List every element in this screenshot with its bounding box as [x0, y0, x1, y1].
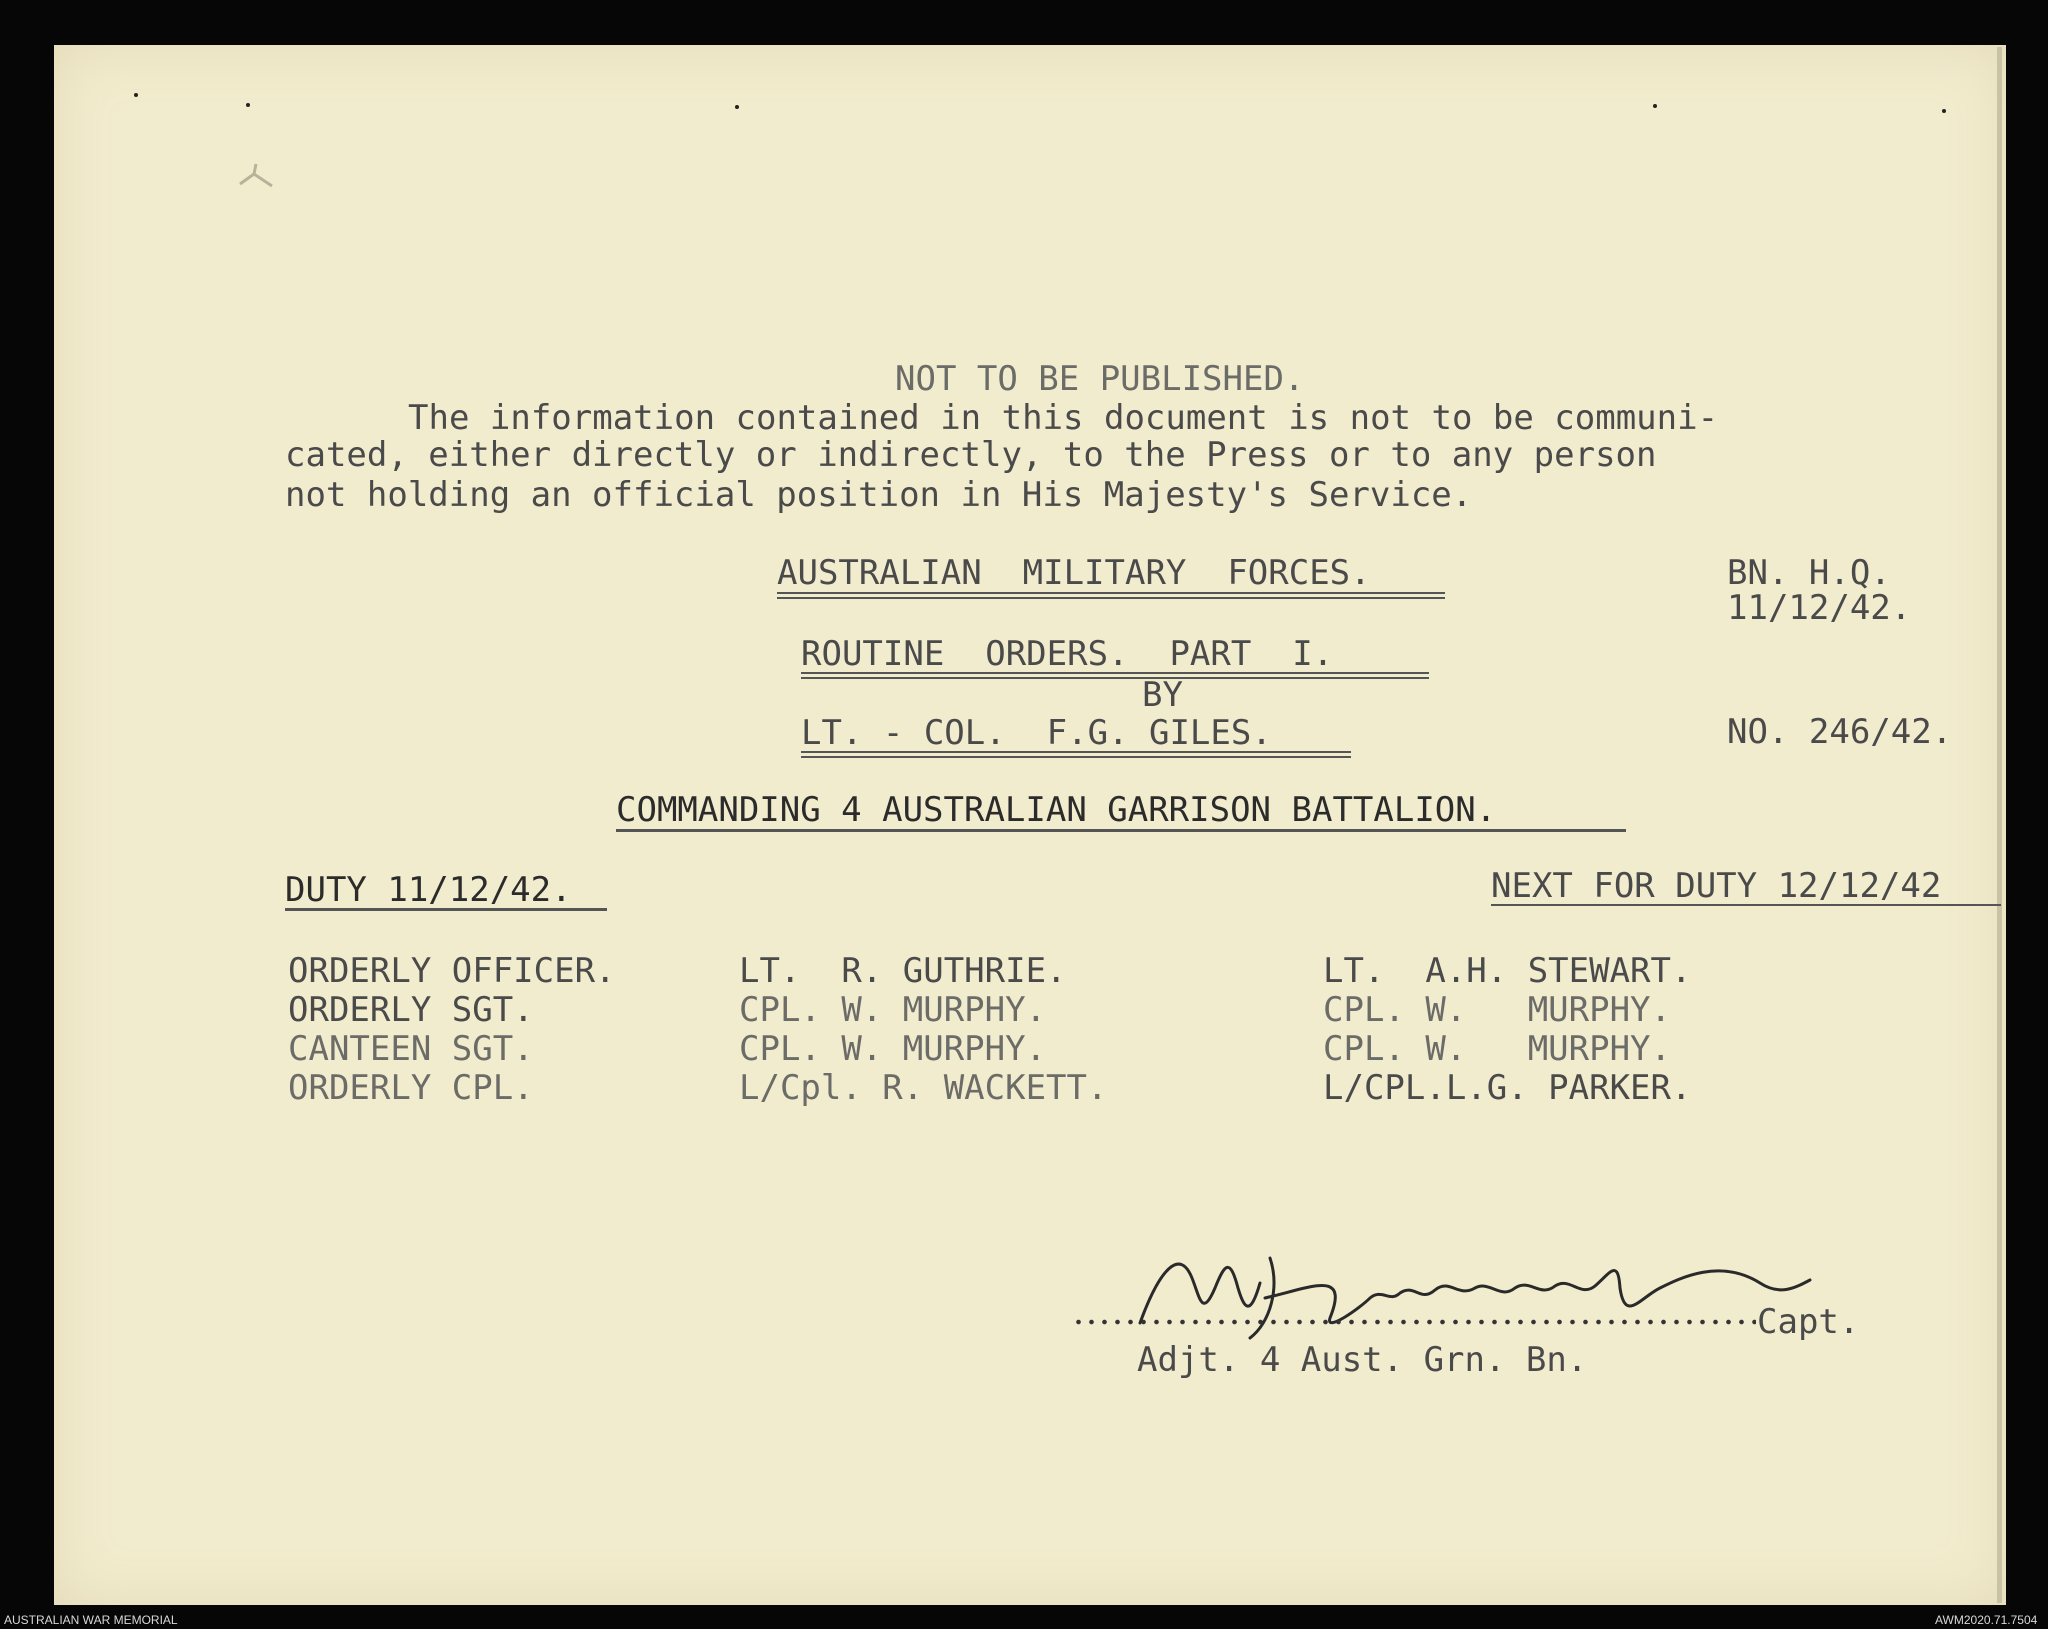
duty-next-name: CPL. W. MURPHY. [1323, 990, 1671, 1030]
officer-heading: LT. - COL. F.G. GILES. [801, 713, 1272, 753]
order-number: NO. 246/42. [1727, 712, 1953, 752]
duty-current-name: CPL. W. MURPHY. [739, 990, 1047, 1030]
notice-title: NOT TO BE PUBLISHED. [895, 359, 1305, 399]
hq-label: BN. H.Q. [1727, 553, 1891, 593]
orders-underline-2 [801, 677, 1429, 679]
paper-mark [735, 105, 739, 109]
org-underline-1 [777, 592, 1445, 594]
org-underline-2 [777, 597, 1445, 599]
staple-mark [232, 160, 282, 200]
notice-line-1: The information contained in this document is not to be communi- [408, 398, 1719, 438]
notice-line-3: not holding an official position in His Majesty's Service. [285, 475, 1473, 515]
paper-mark [1653, 104, 1657, 108]
paper-mark [134, 93, 138, 97]
command-underline [616, 829, 1626, 832]
routine-orders-heading: ROUTINE ORDERS. PART I. [801, 634, 1334, 674]
duty-role: CANTEEN SGT. [288, 1029, 534, 1069]
signature-title: Adjt. 4 Aust. Grn. Bn. [1137, 1340, 1588, 1380]
duty-current-name: L/Cpl. R. WACKETT. [739, 1068, 1108, 1108]
duty-next-underline [1491, 904, 2001, 906]
notice-line-2: cated, either directly or indirectly, to the Press or to any person [285, 435, 1657, 475]
paper-mark [246, 103, 250, 107]
duty-current-underline [285, 908, 607, 911]
paper-mark [1942, 109, 1946, 113]
handwritten-signature [1120, 1228, 1820, 1358]
officer-underline-2 [801, 756, 1351, 758]
duty-current-name: LT. R. GUTHRIE. [739, 951, 1067, 991]
signature-dotted-line [1072, 1318, 1756, 1326]
footer-credit: AUSTRALIAN WAR MEMORIAL [4, 1613, 178, 1627]
officer-underline-1 [801, 751, 1351, 753]
signature-rank: Capt. [1757, 1302, 1860, 1342]
duty-role: ORDERLY CPL. [288, 1068, 534, 1108]
duty-next-name: CPL. W. MURPHY. [1323, 1029, 1671, 1069]
duty-role: ORDERLY OFFICER. [288, 951, 616, 991]
footer-accession: AWM2020.71.7504 [1935, 1613, 2038, 1627]
page-edge [1997, 47, 2002, 1603]
duty-next-header: NEXT FOR DUTY 12/12/42 [1491, 866, 1942, 906]
duty-next-name: LT. A.H. STEWART. [1323, 951, 1692, 991]
heading-date: 11/12/42. [1727, 588, 1912, 628]
duty-current-header: DUTY 11/12/42. [285, 870, 572, 910]
orders-underline-1 [801, 672, 1429, 674]
org-heading: AUSTRALIAN MILITARY FORCES. [777, 553, 1371, 593]
duty-role: ORDERLY SGT. [288, 990, 534, 1030]
by-label: BY [1142, 675, 1183, 715]
duty-current-name: CPL. W. MURPHY. [739, 1029, 1047, 1069]
command-heading: COMMANDING 4 AUSTRALIAN GARRISON BATTALION. [616, 790, 1497, 830]
duty-next-name: L/CPL.L.G. PARKER. [1323, 1068, 1692, 1108]
